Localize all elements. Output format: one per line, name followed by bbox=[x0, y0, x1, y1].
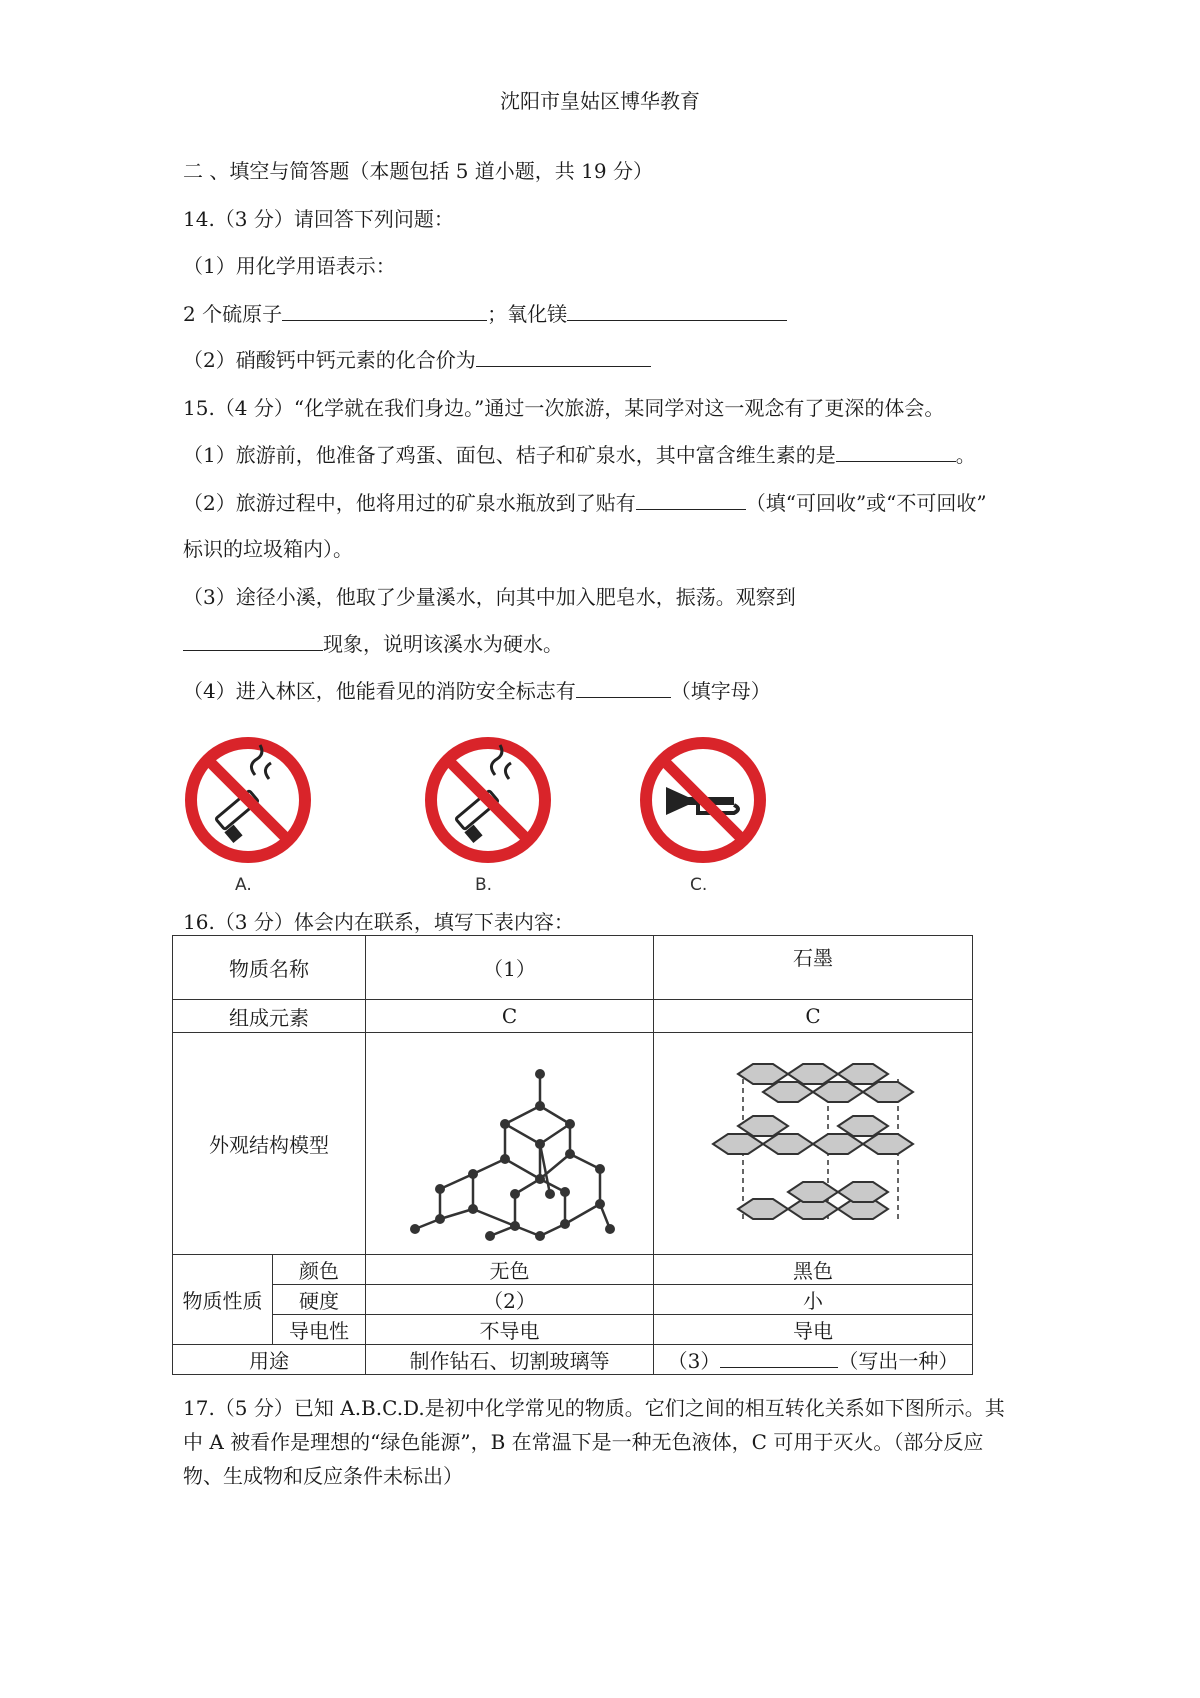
use-b-suffix: （写出一种） bbox=[838, 1349, 959, 1373]
answer-blank-sulfur-atoms[interactable] bbox=[282, 300, 487, 321]
q15-part3-end: 现象，说明该溪水为硬水。 bbox=[323, 632, 563, 656]
row-label-properties: 物质性质 bbox=[173, 1255, 273, 1345]
q17-line1: 17.（5 分）已知 A.B.C.D.是初中化学常见的物质。它们之间的相互转化关系如下图所示。其 bbox=[183, 1396, 1005, 1420]
q15-part1-end: 。 bbox=[955, 443, 976, 467]
q15-part1-line bbox=[183, 441, 976, 469]
q15-part2-end: （填“可回收”或“不可回收” bbox=[745, 491, 987, 515]
q14-part2-line bbox=[183, 346, 651, 374]
sign-option-a bbox=[183, 735, 313, 895]
q16-stem: 16.（3 分）体会内在联系，填写下表内容： bbox=[183, 910, 574, 934]
cell-conductivity-a: 不导电 bbox=[366, 1315, 654, 1345]
page-header: 沈阳市皇姑区博华教育 bbox=[500, 89, 700, 113]
row-label-hardness: 硬度 bbox=[273, 1285, 366, 1315]
q14-stem: 14.（3 分）请回答下列问题： bbox=[183, 207, 454, 231]
q14-mgo-label: ；氧化镁 bbox=[487, 302, 568, 326]
q14-part2: （2）硝酸钙中钙元素的化合价为 bbox=[183, 348, 476, 372]
q15-part2-continued: 标识的垃圾箱内）。 bbox=[183, 537, 353, 561]
no-smoking-icon bbox=[183, 735, 313, 865]
cell-use-b bbox=[654, 1345, 973, 1375]
diamond-structure-model bbox=[366, 1033, 654, 1255]
answer-blank-fire-signs[interactable] bbox=[576, 677, 671, 698]
q15-part4: （4）进入林区，他能看见的消防安全标志有 bbox=[183, 679, 576, 703]
sign-option-c bbox=[638, 735, 768, 895]
q15-part4-line bbox=[183, 677, 771, 705]
no-honking-icon bbox=[638, 735, 768, 865]
q15-part2: （2）旅游过程中，他将用过的矿泉水瓶放到了贴有 bbox=[183, 491, 636, 515]
answer-blank-recycle-bin[interactable] bbox=[636, 489, 746, 510]
answer-blank-vitamin-food[interactable] bbox=[836, 441, 956, 462]
cell-use-a: 制作钻石、切割玻璃等 bbox=[366, 1345, 654, 1375]
graphite-structure-model bbox=[654, 1033, 973, 1255]
cell-element-b: C bbox=[654, 1000, 973, 1033]
row-label-model: 外观结构模型 bbox=[173, 1033, 366, 1255]
q17-line2: 中 A 被看作是理想的“绿色能源”，B 在常温下是一种无色液体，C 可用于灭火。（部分反应 bbox=[183, 1430, 984, 1454]
carbon-properties-table bbox=[172, 935, 973, 1375]
q15-part1: （1）旅游前，他准备了鸡蛋、面包、桔子和矿泉水，其中富含维生素的是 bbox=[183, 443, 836, 467]
sign-option-b bbox=[423, 735, 553, 895]
cell-hardness-a[interactable]: （2） bbox=[366, 1285, 654, 1315]
safety-signs bbox=[183, 735, 783, 895]
no-smoking-icon bbox=[423, 735, 553, 865]
graphite-layers-icon bbox=[698, 1044, 928, 1244]
q14-sulfur-label: 2 个硫原子 bbox=[183, 302, 283, 326]
q15-part3-line bbox=[183, 630, 563, 658]
sign-b-label: B. bbox=[475, 875, 493, 895]
q17-line3: 物、生成物和反应条件未标出） bbox=[183, 1464, 463, 1488]
q15-stem: 15.（4 分）“化学就在我们身边。”通过一次旅游，某同学对这一观念有了更深的体会。 bbox=[183, 396, 945, 420]
cell-name-a[interactable]: （1） bbox=[366, 936, 654, 1000]
cell-conductivity-b: 导电 bbox=[654, 1315, 973, 1345]
section-title: 二 、填空与简答题（本题包括 5 道小题，共 19 分） bbox=[183, 159, 653, 183]
row-label-color: 颜色 bbox=[273, 1255, 366, 1285]
q15-part3: （3）途径小溪，他取了少量溪水，向其中加入肥皂水，振荡。观察到 bbox=[183, 585, 796, 609]
q14-part1-line bbox=[183, 300, 787, 328]
q15-part2-line bbox=[183, 489, 987, 517]
q15-part4-end: （填字母） bbox=[670, 679, 771, 703]
sign-c-label: C. bbox=[690, 875, 708, 895]
answer-blank-magnesium-oxide[interactable] bbox=[567, 300, 787, 321]
answer-blank-hard-water-phenomenon[interactable] bbox=[183, 630, 323, 651]
cell-element-a: C bbox=[366, 1000, 654, 1033]
row-label-name: 物质名称 bbox=[173, 936, 366, 1000]
cell-name-b: 石墨 bbox=[654, 936, 973, 1000]
use-b-prefix: （3） bbox=[667, 1349, 721, 1373]
cell-hardness-b: 小 bbox=[654, 1285, 973, 1315]
answer-blank-calcium-valence[interactable] bbox=[476, 346, 651, 367]
row-label-use: 用途 bbox=[173, 1345, 366, 1375]
answer-blank-graphite-use[interactable] bbox=[720, 1349, 838, 1368]
sign-a-label: A. bbox=[235, 875, 252, 895]
q14-part1: （1）用化学用语表示： bbox=[183, 254, 396, 278]
row-label-element: 组成元素 bbox=[173, 1000, 366, 1033]
cell-color-a: 无色 bbox=[366, 1255, 654, 1285]
cell-color-b: 黑色 bbox=[654, 1255, 973, 1285]
diamond-lattice-icon bbox=[395, 1044, 625, 1244]
row-label-conductivity: 导电性 bbox=[273, 1315, 366, 1345]
